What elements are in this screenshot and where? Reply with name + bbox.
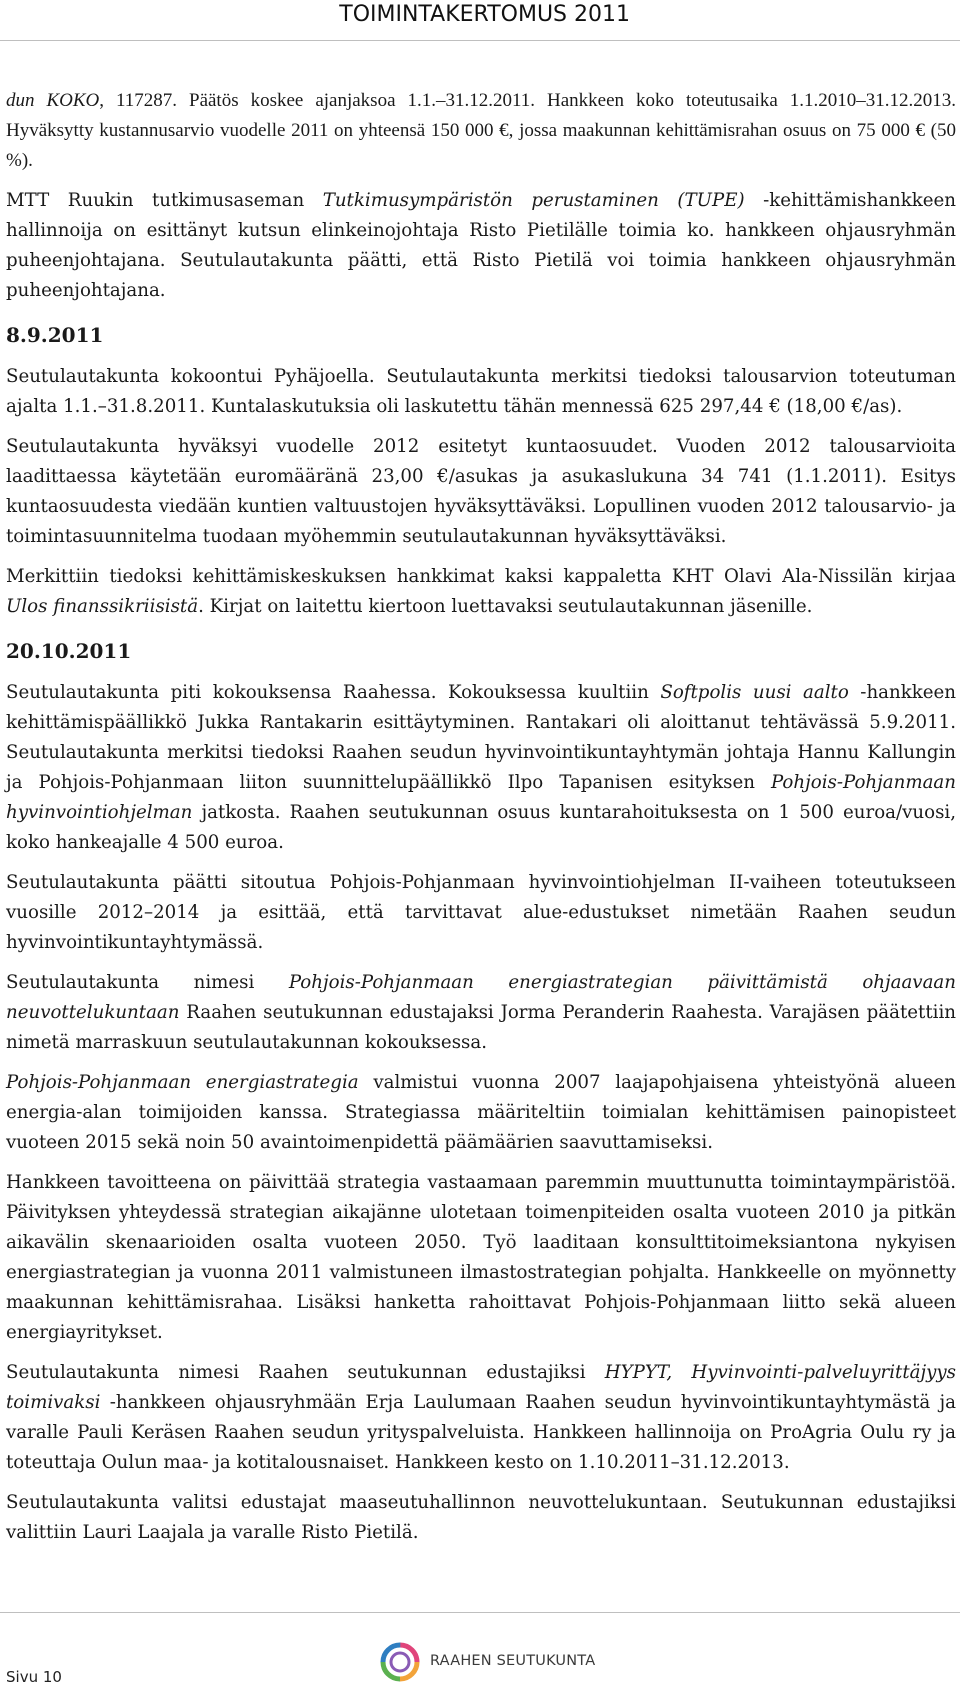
paragraph-text: Merkittiin tiedoksi kehittämiskeskuksen hankkimat kaksi kappaletta KHT Olavi Ala-Nissilän kirjaa: [6, 566, 956, 587]
paragraph-pyhajoki-meeting: Seutulautakunta kokoontui Pyhäjoella. Seutulautakunta merkitsi tiedoksi talousarvion toteutuman ajalta 1.1.–31.8.2011. Kuntalaskutuksia oli laskutettu tähän mennessä 625 297,44 € (18,00 €/as).: [6, 366, 956, 417]
paragraph-energy-strategy: [6, 1068, 956, 1158]
paragraph-project-goal: Hankkeen tavoitteena on päivittää strategia vastaamaan paremmin muuttunutta toimintaympäristöä. Päivityksen yhteydessä strategian aikajänne ulotetaan toimenpiteiden osalta vuoteen 2010 ja pitkän aikavälin skenaarioiden osalta vuoteen 2050. Työ laaditaan konsulttitoimeksiantona nykyisen energiastrategian ja vuonna 2011 valmistuneen ilmastostrategian pohjalta. Hankkeelle on myönnetty maakunnan kehittämisrahaa. Lisäksi hanketta rahoittavat Pohjois-Pohjanmaan liitto sekä alueen energiayritykset.: [6, 1172, 956, 1343]
paragraph-koko-decision: [6, 86, 956, 176]
paragraph-energy-advisory: [6, 968, 956, 1058]
italic-text: Softpolis uusi aalto: [660, 682, 849, 703]
page-header: [0, 0, 960, 41]
italic-text: Pohjois-Pohjanmaan energiastrategia: [6, 1072, 359, 1093]
meeting-date-heading: 8.9.2011: [6, 323, 104, 347]
paragraph-text: , 117287. Päätös koskee ajanjaksoa 1.1.–31.12.2011. Hankkeen koko toteutusaika 1.1.2010–31.12.2013. Hyväksytty kustannusarvio vuodelle 2011 on yhteensä 150 000 €, jossa maakunnan kehittämisrahan osuus on 75 000 € (50 %).: [6, 90, 956, 171]
raahen-seutukunta-logo: [378, 1640, 618, 1684]
paragraph-books: [6, 562, 956, 622]
paragraph-text: jatkosta. Raahen seutukunnan osuus kuntarahoituksesta on 1 500 euroa/vuosi, koko hankeajalle 4 500 euroa.: [6, 802, 956, 853]
italic-text: Pohjois-Pohjanmaan energiastrategian päivittämistä ohjaavaan neuvottelukuntaan: [6, 972, 956, 1023]
paragraph-text: -hankkeen kehittämispäällikkö Jukka Rantakarin esittäytyminen. Rantakari oli aloittanut tehtävässä 5.9.2011. Seutulautakunta merkitsi tiedoksi Raahen seudun hyvinvointikuntayhtymän johtaja Hannu Kallungin ja Pohjois-Pohjanmaan liiton suunnittelupäällikkö Ilpo Tapanisen esityksen: [6, 682, 956, 793]
paragraph-text: -hankkeen ohjausryhmään Erja Laulumaan Raahen seudun hyvinvointikuntayhtymästä ja varalle Pauli Keräsen Raahen seudun yrityspalveluista. Hankkeen hallinnoija on ProAgria Oulu ry ja toteuttaja Oulun maa- ja kotitalousnaiset. Hankkeen kesto on 1.10.2011–31.12.2013.: [6, 1392, 956, 1473]
paragraph-text: valmistui vuonna 2007 laajapohjaisena yhteistyönä alueen energia-alan toimijoiden kanssa. Strategiassa määriteltiin toimialan kehittämisen painopisteet vuoteen 2015 sekä noin 50 avaintoimenpidettä päämäärien saavuttamiseksi.: [6, 1072, 956, 1153]
logo-text: RAAHEN SEUTUKUNTA: [430, 1653, 596, 1669]
paragraph-text: . Kirjat on laitettu kiertoon luettavaksi seutulautakunnan jäsenille.: [198, 596, 813, 617]
paragraph-text: Seutulautakunta nimesi: [6, 972, 289, 993]
italic-text: Tutkimusympäristön perustaminen (TUPE): [322, 190, 745, 211]
paragraph-municipal-shares: Seutulautakunta hyväksyi vuodelle 2012 esitetyt kuntaosuudet. Vuoden 2012 talousarvioita laadittaessa käytetään euromääränä 23,00 €/asukas ja asukaslukuna 34 741 (1.1.2011). Esitys kuntaosuudesta viedään kuntien valtuustojen hyväksyttäväksi. Lopullinen vuoden 2012 talousarvio- ja toimintasuunnitelma tuodaan myöhemmin seutulautakunnan hyväksyttäväksi.: [6, 436, 956, 547]
raahen-seutukunta-logo-icon: [378, 1640, 422, 1684]
paragraph-rural-advisory: Seutulautakunta valitsi edustajat maaseutuhallinnon neuvottelukuntaan. Seutukunnan edustajiksi valittiin Lauri Laajala ja varalle Risto Pietilä.: [6, 1492, 956, 1543]
page-number: Sivu 10: [6, 1668, 62, 1686]
paragraph-hypyt: [6, 1358, 956, 1478]
paragraph-text: -kehittämishankkeen hallinnoija on esittänyt kutsun elinkeinojohtaja Risto Pietilälle toimia ko. hankkeen ohjausryhmän puheenjohtajana. Seutulautakunta päätti, että Risto Pietilä voi toimia hankkeen ohjausryhmän puheenjohtajana.: [6, 190, 956, 301]
italic-text: dun KOKO: [6, 90, 100, 111]
document-body: [6, 86, 956, 1558]
paragraph-welfare-programme: Seutulautakunta päätti sitoutua Pohjois-Pohjanmaan hyvinvointiohjelman II-vaiheen toteutukseen vuosille 2012–2014 ja esittää, että tarvittavat alue-edustukset nimetään Raahen seudun hyvinvointikuntayhtymässä.: [6, 872, 956, 953]
paragraph-text: MTT Ruukin tutkimusaseman: [6, 190, 323, 211]
paragraph-text: Seutulautakunta piti kokouksensa Raahessa. Kokouksessa kuultiin: [6, 682, 661, 703]
italic-text: Ulos finanssikriisistä: [6, 596, 199, 617]
paragraph-text: Raahen seutukunnan edustajaksi Jorma Peranderin Raahesta. Varajäsen päätettiin nimetä marraskuun seutulautakunnan kokouksessa.: [6, 1002, 956, 1053]
paragraph-tupe: [6, 186, 956, 306]
paragraph-raahe-meeting: [6, 678, 956, 858]
paragraph-text: Seutulautakunta nimesi Raahen seutukunnan edustajiksi: [6, 1362, 605, 1383]
document-title: TOIMINTAKERTOMUS 2011: [339, 2, 630, 27]
italic-text: HYPYT, Hyvinvointi-palveluyrittäjyys toimivaksi: [6, 1362, 956, 1413]
italic-text: Pohjois-Pohjanmaan hyvinvointiohjelman: [6, 772, 956, 823]
footer-divider: [0, 1612, 960, 1613]
meeting-date-heading: 20.10.2011: [6, 639, 132, 663]
